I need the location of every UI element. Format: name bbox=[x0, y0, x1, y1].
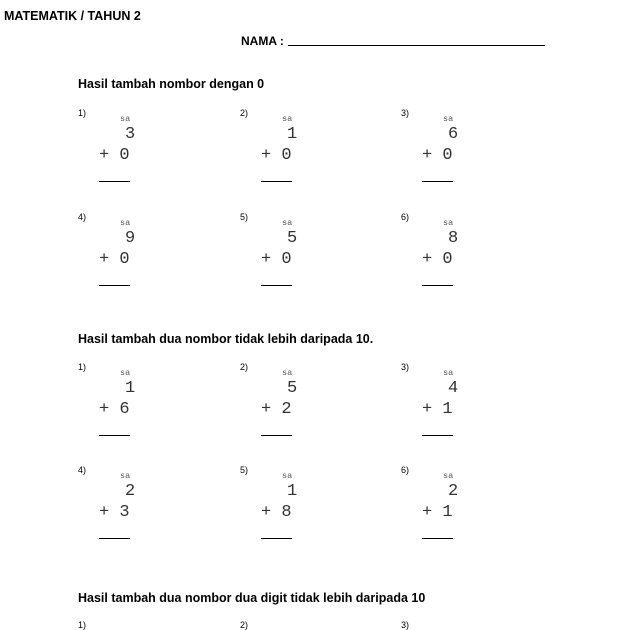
place-value-label: sa bbox=[120, 114, 131, 124]
addend-bottom bbox=[422, 250, 453, 269]
place-value-label: sa bbox=[443, 471, 454, 481]
addend-top: 1 bbox=[287, 482, 298, 501]
addend-value: 6 bbox=[119, 400, 130, 419]
answer-line bbox=[99, 285, 130, 286]
problem bbox=[240, 362, 360, 452]
addend-value: 3 bbox=[119, 503, 130, 522]
addend-top: 6 bbox=[448, 125, 459, 144]
addend-top: 1 bbox=[287, 125, 298, 144]
answer-line bbox=[99, 181, 130, 182]
answer-line bbox=[422, 181, 453, 182]
addend-bottom bbox=[422, 146, 453, 165]
place-value-label: sa bbox=[443, 218, 454, 228]
problem-number: 3) bbox=[401, 620, 410, 630]
problem-number: 4) bbox=[78, 212, 87, 222]
problem bbox=[240, 108, 360, 198]
problem bbox=[78, 108, 198, 198]
addend-bottom bbox=[261, 400, 292, 419]
place-value-label: sa bbox=[120, 218, 131, 228]
addend-value: 0 bbox=[119, 146, 130, 165]
problem-number: 5) bbox=[240, 212, 249, 222]
addend-value: 1 bbox=[442, 400, 453, 419]
plus-sign: + bbox=[99, 250, 110, 269]
problem-number: 3) bbox=[401, 108, 410, 118]
section-heading-3: Hasil tambah dua nombor dua digit tidak lebih daripada 10 bbox=[78, 591, 426, 605]
plus-sign: + bbox=[261, 400, 272, 419]
addend-bottom bbox=[422, 400, 453, 419]
plus-sign: + bbox=[422, 400, 433, 419]
plus-sign: + bbox=[261, 503, 272, 522]
plus-sign: + bbox=[422, 250, 433, 269]
addend-bottom bbox=[261, 146, 292, 165]
problem bbox=[240, 212, 360, 302]
problem bbox=[401, 108, 521, 198]
addend-value: 0 bbox=[442, 146, 453, 165]
problem-number: 1) bbox=[78, 620, 87, 630]
addend-value: 0 bbox=[442, 250, 453, 269]
addend-top: 5 bbox=[287, 229, 298, 248]
problem-number: 6) bbox=[401, 465, 410, 475]
addend-value: 0 bbox=[281, 250, 292, 269]
problem bbox=[401, 465, 521, 555]
section-heading-2: Hasil tambah dua nombor tidak lebih daripada 10. bbox=[78, 332, 374, 346]
problem-number: 3) bbox=[401, 362, 410, 372]
place-value-label: sa bbox=[282, 218, 293, 228]
place-value-label: sa bbox=[282, 368, 293, 378]
addend-top: 5 bbox=[287, 379, 298, 398]
addend-bottom bbox=[261, 250, 292, 269]
addend-value: 0 bbox=[281, 146, 292, 165]
addend-top: 3 bbox=[125, 125, 136, 144]
plus-sign: + bbox=[422, 503, 433, 522]
addend-top: 2 bbox=[448, 482, 459, 501]
answer-line bbox=[261, 538, 292, 539]
addend-top: 1 bbox=[125, 379, 136, 398]
problem-number: 2) bbox=[240, 362, 249, 372]
problem bbox=[401, 362, 521, 452]
answer-line bbox=[422, 538, 453, 539]
addend-top: 9 bbox=[125, 229, 136, 248]
addend-value: 0 bbox=[119, 250, 130, 269]
problem bbox=[240, 465, 360, 555]
answer-line bbox=[422, 285, 453, 286]
plus-sign: + bbox=[422, 146, 433, 165]
place-value-label: sa bbox=[282, 471, 293, 481]
plus-sign: + bbox=[99, 503, 110, 522]
addend-bottom bbox=[422, 503, 453, 522]
problem-number: 2) bbox=[240, 108, 249, 118]
answer-line bbox=[99, 538, 130, 539]
name-label: NAMA : bbox=[241, 34, 284, 48]
name-underline bbox=[288, 45, 545, 46]
problem bbox=[78, 212, 198, 302]
answer-line bbox=[261, 285, 292, 286]
problem-number: 6) bbox=[401, 212, 410, 222]
addend-bottom bbox=[99, 503, 130, 522]
answer-line bbox=[422, 435, 453, 436]
section-heading-1: Hasil tambah nombor dengan 0 bbox=[78, 77, 265, 91]
addend-bottom bbox=[99, 250, 130, 269]
place-value-label: sa bbox=[443, 114, 454, 124]
problem bbox=[78, 362, 198, 452]
problem-number: 1) bbox=[78, 362, 87, 372]
addend-value: 1 bbox=[442, 503, 453, 522]
problem bbox=[78, 465, 198, 555]
addend-top: 2 bbox=[125, 482, 136, 501]
addend-bottom bbox=[99, 400, 130, 419]
plus-sign: + bbox=[99, 400, 110, 419]
place-value-label: sa bbox=[282, 114, 293, 124]
plus-sign: + bbox=[261, 250, 272, 269]
place-value-label: sa bbox=[120, 368, 131, 378]
addend-top: 4 bbox=[448, 379, 459, 398]
problem-number: 1) bbox=[78, 108, 87, 118]
addend-value: 2 bbox=[281, 400, 292, 419]
place-value-label: sa bbox=[443, 368, 454, 378]
problem-number: 4) bbox=[78, 465, 87, 475]
place-value-label: sa bbox=[120, 471, 131, 481]
problem-number: 2) bbox=[240, 620, 249, 630]
answer-line bbox=[261, 181, 292, 182]
plus-sign: + bbox=[261, 146, 272, 165]
problem bbox=[401, 212, 521, 302]
plus-sign: + bbox=[99, 146, 110, 165]
answer-line bbox=[261, 435, 292, 436]
worksheet-title: MATEMATIK / TAHUN 2 bbox=[4, 9, 141, 23]
addend-bottom bbox=[261, 503, 292, 522]
problem-number: 5) bbox=[240, 465, 249, 475]
addend-bottom bbox=[99, 146, 130, 165]
answer-line bbox=[99, 435, 130, 436]
addend-value: 8 bbox=[281, 503, 292, 522]
addend-top: 8 bbox=[448, 229, 459, 248]
